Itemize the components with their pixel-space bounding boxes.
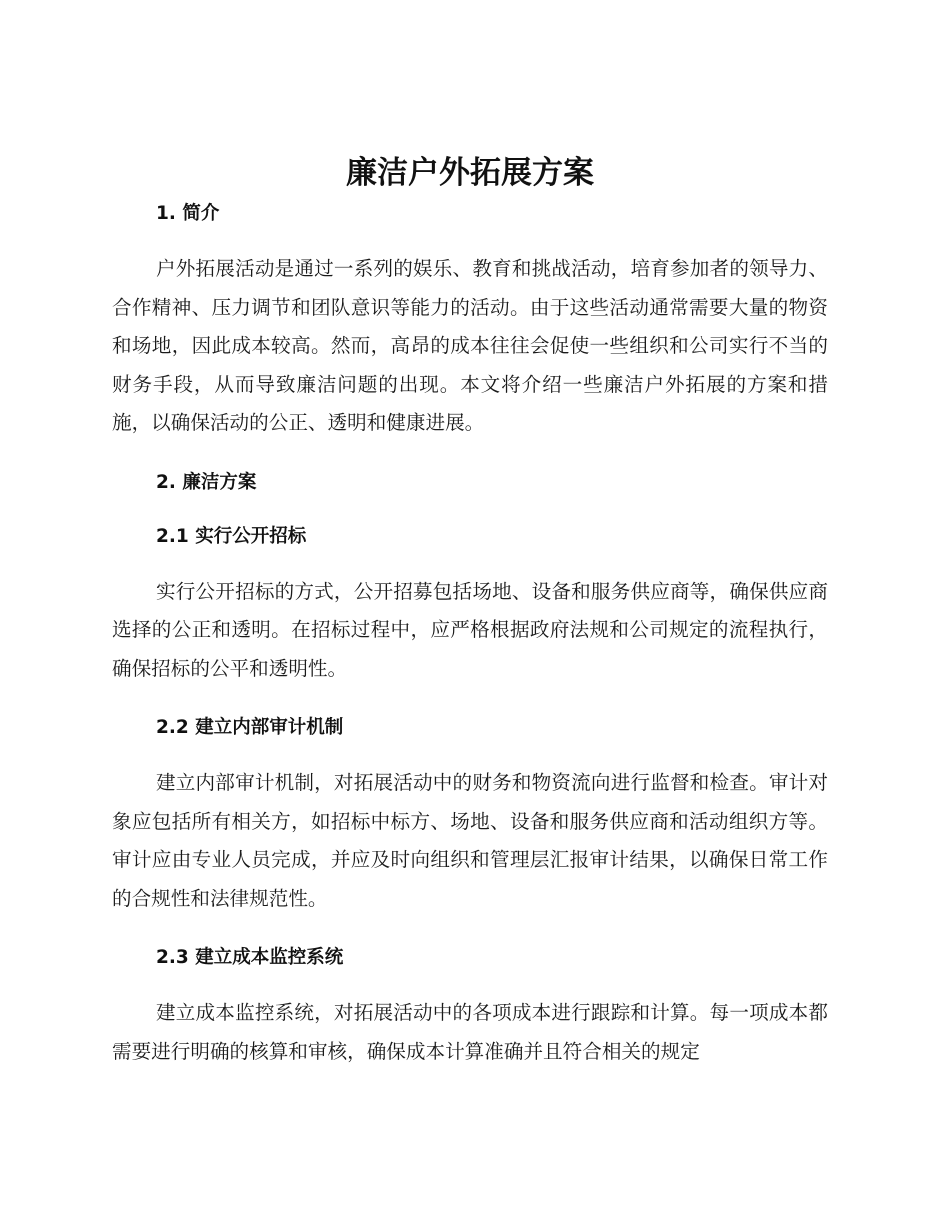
document-page — [112, 150, 828, 1071]
paragraph-public-bidding: 实行公开招标的方式，公开招募包括场地、设备和服务供应商等，确保供应商选择的公正和透明。在招标过程中，应严格根据政府法规和公司规定的流程执行，确保招标的公平和透明性。 — [112, 579, 828, 680]
subsection-heading-cost-monitoring: 2.3 建立成本监控系统 — [156, 947, 344, 968]
paragraph-internal-audit: 建立内部审计机制，对拓展活动中的财务和物资流向进行监督和检查。审计对象应包括所有相关方，如招标中标方、场地、设备和服务供应商和活动组织方等。审计应由专业人员完成，并应及时向组织和管理层汇报审计结果，以确保日常工作的合规性和法律规范性。 — [112, 771, 828, 910]
section-heading-intro: 1. 简介 — [156, 203, 220, 224]
section-heading-integrity-plan: 2. 廉洁方案 — [156, 471, 257, 493]
document-title: 廉洁户外拓展方案 — [346, 155, 594, 191]
paragraph-cost-monitoring: 建立成本监控系统，对拓展活动中的各项成本进行跟踪和计算。每一项成本都需要进行明确的核算和审核，确保成本计算准确并且符合相关的规定 — [112, 1001, 828, 1063]
subsection-heading-internal-audit: 2.2 建立内部审计机制 — [156, 717, 344, 738]
paragraph-intro: 户外拓展活动是通过一系列的娱乐、教育和挑战活动，培育参加者的领导力、合作精神、压力调节和团队意识等能力的活动。由于这些活动通常需要大量的物资和场地，因此成本较高。然而，高昂的成本往往会促使一些组织和公司实行不当的财务手段，从而导致廉洁问题的出现。本文将介绍一些廉洁户外拓展的方案和措施，以确保活动的公正、透明和健康进展。 — [112, 257, 828, 434]
subsection-heading-public-bidding: 2.1 实行公开招标 — [156, 525, 307, 547]
